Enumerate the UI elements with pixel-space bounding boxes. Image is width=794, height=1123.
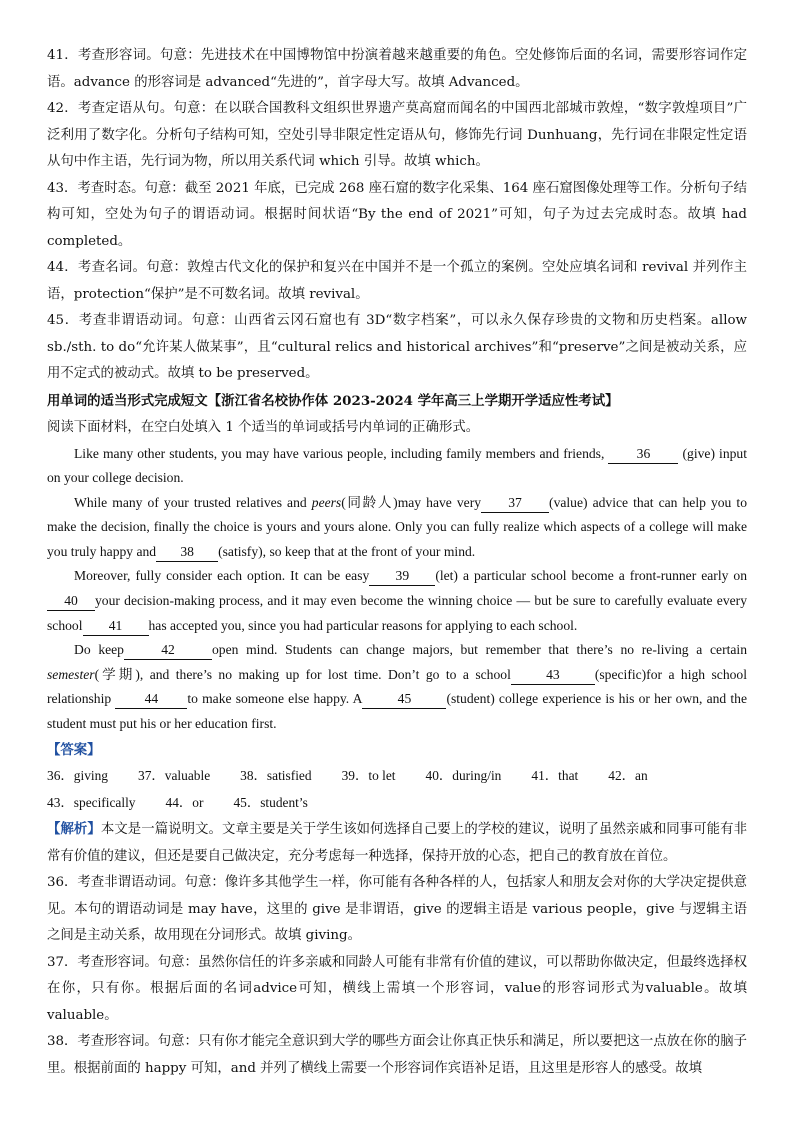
section-source: 【浙江省名校协作体 2023-2024 学年高三上学期开学适应性考试】 — [207, 392, 619, 409]
answer-42: 42．an — [608, 768, 648, 784]
passage-paragraph-3: Moreover, fully consider each option. It can be easy 39 (let) a particular school become a front-runner early on 40 your decision-making process, and it may even become the winning choice — but be sure to carefully evaluate every school 41 has accepted you, since you had particular reasons for applying to each school. — [47, 564, 747, 638]
blank-45: 45 — [362, 690, 446, 709]
blank-44: 44 — [115, 690, 187, 709]
answer-heading: 【答案】 — [47, 741, 101, 758]
explanation-44: 44．考查名词。句意：敦煌古代文化的保护和复兴在中国并不是一个孤立的案例。空处应填名词和 revival 并列作主语，protection“保护”是不可数名词。故填 revival。 — [47, 260, 747, 302]
blank-39: 39 — [369, 567, 435, 586]
answer-37: 37．valuable — [138, 768, 211, 784]
passage-paragraph-2: While many of your trusted relatives and peers(同龄人)may have very 37 (value) advice that can help you to make the decision, finally the choice is yours and yours alone. Only you can fully realize which aspects of a college will make you truly happy and 38 (satisfy), so keep that at the front of your mind. — [47, 491, 747, 565]
blank-41: 41 — [83, 617, 149, 636]
explanation-42: 42．考查定语从句。句意：在以联合国教科文组织世界遗产莫高窟而闻名的中国西北部城市敦煌，“数字敦煌项目”广泛利用了数字化。分析句子结构可知，空处引导非限定性定语从句，修饰先行词 Dunhuang，先行词在非限定性定语从句中作主语，先行词为物，所以用关系代词 which 引导。故填 which。 — [47, 101, 747, 169]
explanation-43: 43．考查时态。句意：截至 2021 年底，已完成 268 座石窟的数字化采集、164 座石窟图像处理等工作。分析句子结构可知，空处为句子的谓语动词。根据时间状语“By the end of 2021”可知，句子为过去完成时态。故填 had completed。 — [47, 180, 747, 249]
analysis — [47, 816, 747, 870]
answer-43: 43．specifically — [47, 794, 136, 810]
explanation-45: 45．考查非谓语动词。句意：山西省云冈石窟也有 3D“数字档案”，可以永久保存珍贵的文物和历史档案。allow sb./sth. to do“允许某人做某事”，且“cultural relics and historical archives”和“preserve”之间是被动关系，应用不定式的被动式。故填 to be preserved。 — [47, 313, 747, 381]
answer-38: 38．satisfied — [240, 768, 312, 784]
answer-45: 45．student’s — [233, 794, 308, 810]
answer-40: 40．during/in — [425, 768, 502, 784]
answer-39: 39．to let — [341, 768, 396, 784]
explanation-36: 36．考查非谓语动词。句意：像许多其他学生一样，你可能有各种各样的人，包括家人和朋友会对你的大学决定提供意见。本句的谓语动词是 may have，这里的 give 是非谓语，give 的逻辑主语是 various people，give 与逻辑主语之间是主动关系，故用现在分词形式。故填 giving。 — [47, 875, 747, 944]
blank-37: 37 — [481, 494, 549, 513]
section-header — [47, 388, 747, 416]
explanation-41: 41．考查形容词。句意：先进技术在中国博物馆中扮演着越来越重要的角色。空处修饰后面的名词，需要形容词作定语。advance 的形容词是 advanced“先进的”，首字母大写。故填 Advanced。 — [47, 48, 747, 90]
document-page — [47, 43, 747, 1082]
blank-36: 36 — [608, 445, 678, 464]
answer-list — [47, 763, 747, 816]
analysis-text: 本文是一篇说明文。文章主要是关于学生该如何选择自己要上的学校的建议，说明了虽然亲戚和同事可能有非常有价值的建议，但还是要自己做决定，充分考虑每一种选择，保持开放的心态，把自己的教育放在首位。 — [47, 822, 748, 864]
answer-36: 36．giving — [47, 768, 109, 784]
passage-paragraph-4: Do keep 42 open mind. Students can change majors, but remember that there’s no re-living a certain semester(学期), and there’s no making up for lost time. Don’t go to a school 43 (specific)for a high school relationship 44 to make someone else happy. A 45 (student) college experience is his or her own, and the student must put his or her education first. — [47, 642, 747, 732]
blank-42: 42 — [124, 641, 212, 660]
explanation-38: 38．考查形容词。句意：只有你才能完全意识到大学的哪些方面会让你真正快乐和满足，所以要把这一点放在你的脑子里。根据前面的 happy 可知，and 并列了横线上需要一个形容词作宾语补足语，且这里是形容人的感受。故填 — [47, 1034, 747, 1076]
blank-40: 40 — [47, 592, 95, 611]
blank-38: 38 — [156, 543, 218, 562]
explanation-37: 37．考查形容词。句意：虽然你信任的许多亲戚和同龄人可能有非常有价值的建议，可以帮助你做决定，但最终选择权在你，只有你。根据后面的名词advice可知，横线上需填一个形容词，value的形容词形式为valuable。故填valuable。 — [47, 954, 747, 1023]
passage — [47, 442, 747, 737]
answer-44: 44．or — [165, 794, 204, 810]
instruction: 阅读下面材料，在空白处填入 1 个适当的单词或括号内单词的正确形式。 — [47, 420, 480, 435]
passage-paragraph-1: Like many other students, you may have various people, including family members and friends, 36 (give) input on your college decision. — [47, 445, 747, 486]
answer-41: 41．that — [531, 768, 579, 784]
analysis-heading: 【解析】 — [47, 821, 101, 838]
blank-43: 43 — [511, 666, 595, 685]
section-title: 用单词的适当形式完成短文 — [47, 392, 208, 409]
